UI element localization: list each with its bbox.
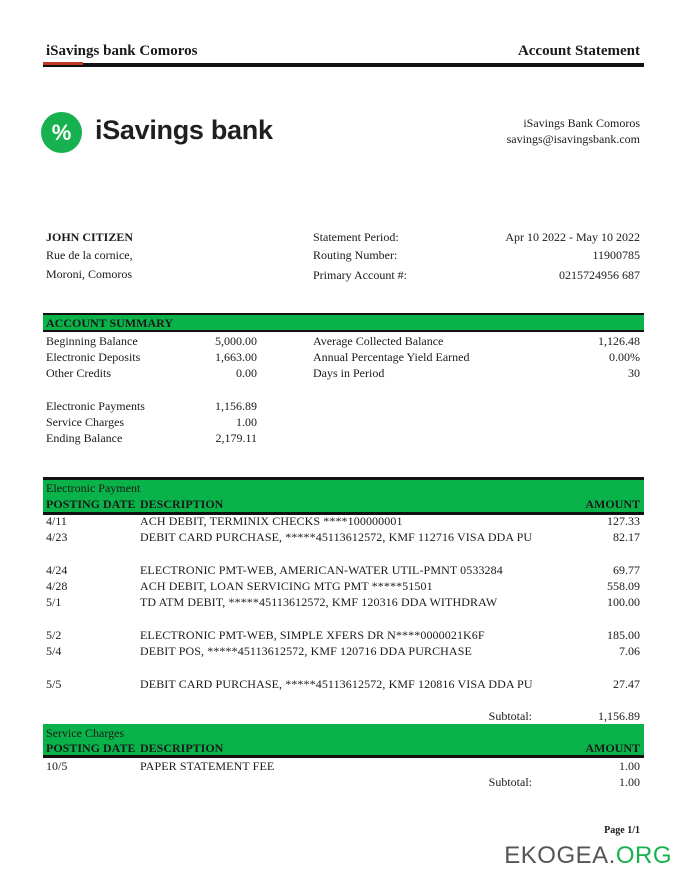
summary-days-value: 30 xyxy=(628,366,640,380)
watermark xyxy=(504,842,672,870)
payment-subtotal-label: Subtotal: xyxy=(488,709,532,723)
payment-row-description: ACH DEBIT, LOAN SERVICING MTG PMT *****51501 xyxy=(140,579,433,593)
service-row-description: PAPER STATEMENT FEE xyxy=(140,759,275,773)
summary-electronic-payments-value: 1,156.89 xyxy=(215,399,257,413)
payment-row-date: 5/5 xyxy=(46,677,62,691)
statement-period-label: Statement Period: xyxy=(313,230,399,244)
summary-other-credits-label: Other Credits xyxy=(46,366,111,380)
service-subtotal-value: 1.00 xyxy=(619,775,640,789)
payment-row-description: ELECTRONIC PMT-WEB, AMERICAN-WATER UTIL-PMNT 0533284 xyxy=(140,563,503,577)
payment-row-amount: 558.09 xyxy=(607,579,640,593)
summary-electronic-deposits-label: Electronic Deposits xyxy=(46,350,141,364)
summary-apy-value: 0.00% xyxy=(609,350,640,364)
bank-contact-name: iSavings Bank Comoros xyxy=(523,116,640,130)
summary-ending-balance-value: 2,179.11 xyxy=(215,431,257,445)
summary-service-charges-value: 1.00 xyxy=(236,415,257,429)
payment-col-posting-date: POSTING DATE xyxy=(46,497,136,511)
payment-row-date: 4/23 xyxy=(46,530,68,544)
customer-address-line-2: Moroni, Comoros xyxy=(46,267,133,281)
summary-ending-balance-label: Ending Balance xyxy=(46,431,123,445)
header-divider xyxy=(43,63,644,67)
logo-text: iSavings bank xyxy=(95,115,273,145)
payment-row-description: DEBIT POS, *****45113612572, KMF 120716 DDA PURCHASE xyxy=(140,644,472,658)
summary-other-credits-value: 0.00 xyxy=(236,366,257,380)
payment-row-date: 4/24 xyxy=(46,563,68,577)
payment-row-date: 5/4 xyxy=(46,644,62,658)
routing-number-value: 11900785 xyxy=(592,248,640,262)
payment-col-description: DESCRIPTION xyxy=(140,497,224,511)
electronic-payment-title: Electronic Payment xyxy=(46,481,141,495)
primary-account-value: 0215724956 687 xyxy=(559,268,640,282)
header-accent-line xyxy=(43,62,83,65)
service-row-date: 10/5 xyxy=(46,759,68,773)
summary-beginning-balance-value: 5,000.00 xyxy=(215,334,257,348)
service-col-description: DESCRIPTION xyxy=(140,741,224,755)
summary-apy-label: Annual Percentage Yield Earned xyxy=(313,350,470,364)
routing-number-label: Routing Number: xyxy=(313,248,398,262)
customer-address-line-1: Rue de la cornice, xyxy=(46,248,133,262)
payment-row-description: ELECTRONIC PMT-WEB, SIMPLE XFERS DR N****0000021K6F xyxy=(140,628,485,642)
payment-col-amount: AMOUNT xyxy=(585,497,640,511)
percent-logo-icon: % xyxy=(41,112,82,153)
header-bank-name: iSavings bank Comoros xyxy=(46,43,198,59)
payment-row-description: DEBIT CARD PURCHASE, *****45113612572, KMF 112716 VISA DDA PU xyxy=(140,530,533,544)
service-charges-title: Service Charges xyxy=(46,726,125,740)
payment-row-amount: 7.06 xyxy=(619,644,640,658)
service-subtotal-label: Subtotal: xyxy=(488,775,532,789)
payment-row-description: DEBIT CARD PURCHASE, *****45113612572, KMF 120816 VISA DDA PU xyxy=(140,677,533,691)
service-col-posting-date: POSTING DATE xyxy=(46,741,136,755)
payment-row-amount: 100.00 xyxy=(607,595,640,609)
payment-subtotal-value: 1,156.89 xyxy=(598,709,640,723)
payment-row-date: 5/2 xyxy=(46,628,62,642)
watermark-suffix: ORG xyxy=(615,842,672,869)
payment-row-description: ACH DEBIT, TERMINIX CHECKS ****100000001 xyxy=(140,514,403,528)
service-col-amount: AMOUNT xyxy=(585,741,640,755)
service-row-amount: 1.00 xyxy=(619,759,640,773)
payment-row-description: TD ATM DEBIT, *****45113612572, KMF 120316 DDA WITHDRAW xyxy=(140,595,498,609)
payment-row-date: 5/1 xyxy=(46,595,62,609)
summary-avg-balance-value: 1,126.48 xyxy=(598,334,640,348)
summary-electronic-deposits-value: 1,663.00 xyxy=(215,350,257,364)
summary-electronic-payments-label: Electronic Payments xyxy=(46,399,145,413)
header-title: Account Statement xyxy=(517,43,640,59)
statement-period-value: Apr 10 2022 - May 10 2022 xyxy=(505,230,640,244)
payment-row-amount: 82.17 xyxy=(613,530,640,544)
account-summary-title: ACCOUNT SUMMARY xyxy=(46,316,174,330)
bank-contact-email: savings@isavingsbank.com xyxy=(506,132,640,146)
payment-row-amount: 27.47 xyxy=(613,677,640,691)
payment-row-date: 4/28 xyxy=(46,579,68,593)
summary-beginning-balance-label: Beginning Balance xyxy=(46,334,138,348)
summary-days-label: Days in Period xyxy=(313,366,385,380)
page-number: Page 1/1 xyxy=(604,825,640,836)
customer-name: JOHN CITIZEN xyxy=(46,230,134,244)
payment-row-amount: 69.77 xyxy=(613,563,640,577)
summary-avg-balance-label: Average Collected Balance xyxy=(313,334,444,348)
payment-row-amount: 127.33 xyxy=(607,514,640,528)
primary-account-label: Primary Account #: xyxy=(313,268,407,282)
summary-service-charges-label: Service Charges xyxy=(46,415,125,429)
watermark-main: EKOGEA. xyxy=(504,842,616,869)
payment-row-amount: 185.00 xyxy=(607,628,640,642)
payment-row-date: 4/11 xyxy=(46,514,67,528)
